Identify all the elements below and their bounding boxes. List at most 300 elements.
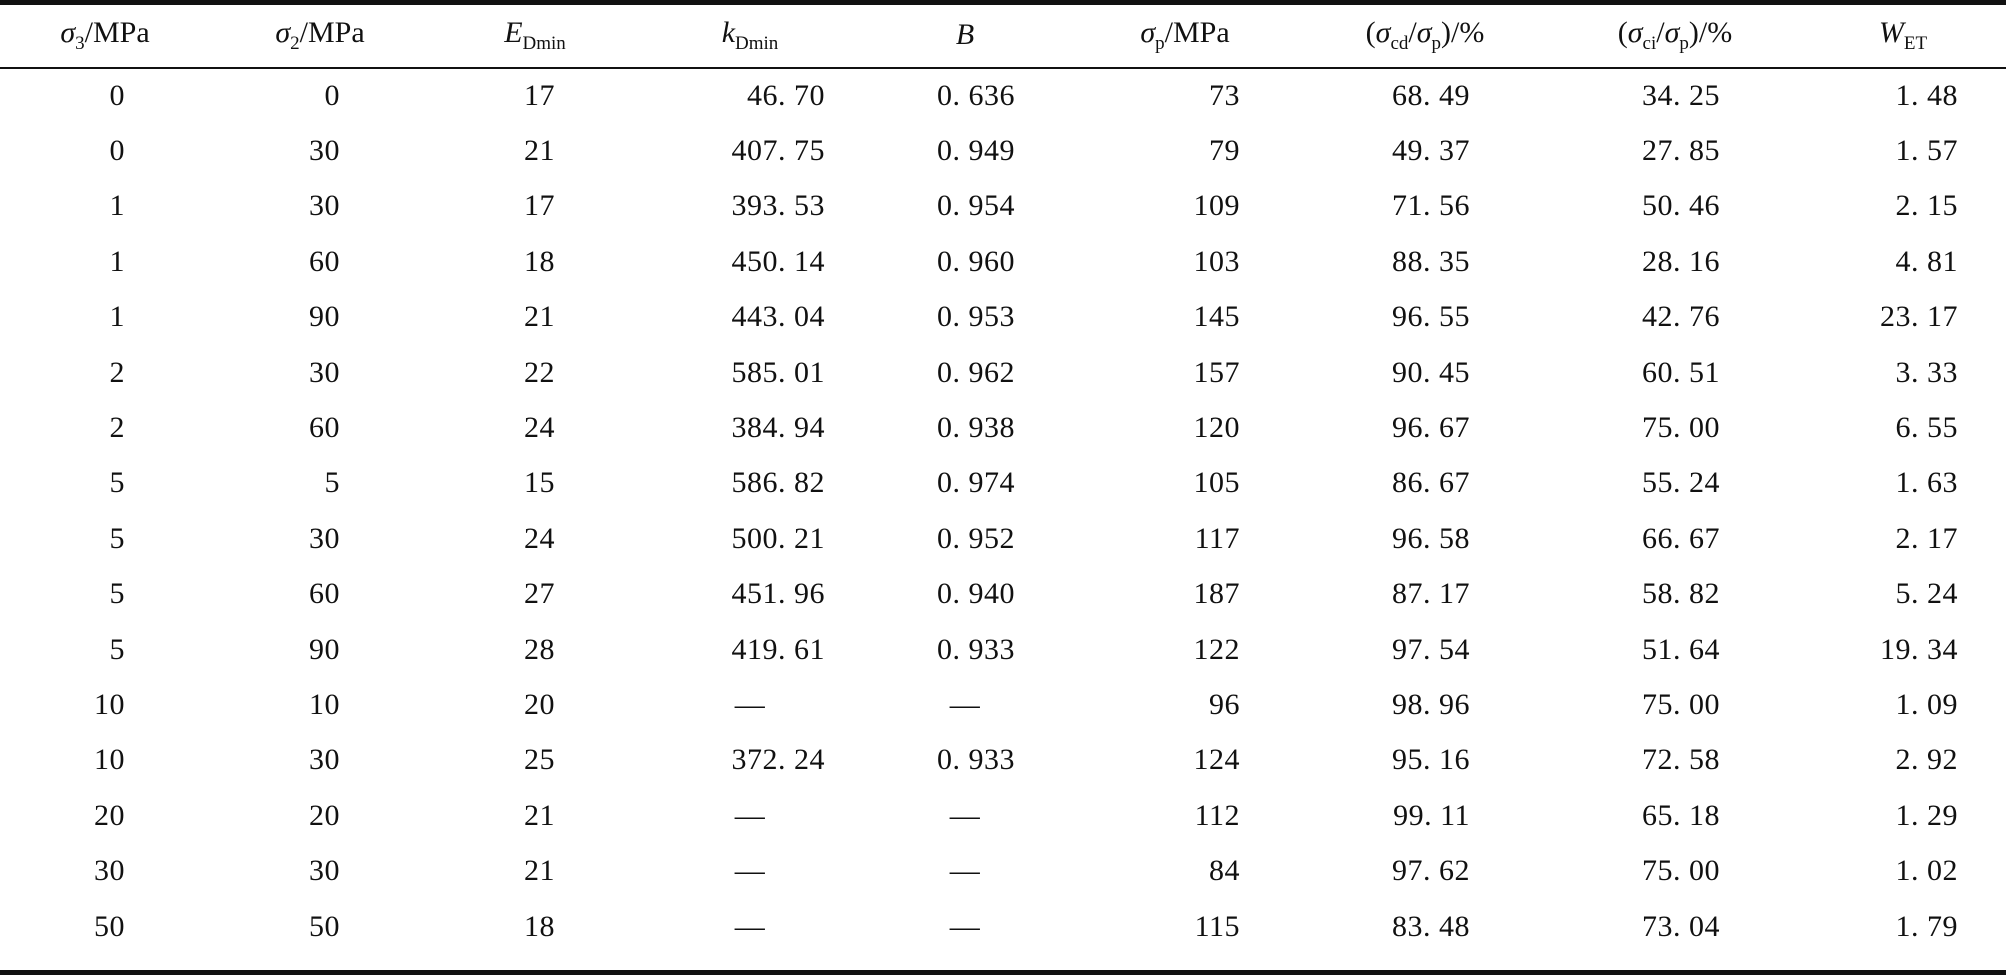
cell-sigma-cd-ratio: [1300, 68, 1550, 123]
cell-value: 18: [524, 244, 555, 278]
header-symbol: σ: [1140, 15, 1156, 49]
header-subscript: cd: [1390, 32, 1409, 54]
cell-e-dmin: [430, 567, 640, 622]
cell-value: 55. 24: [1642, 466, 1720, 500]
cell-sigma-ci-ratio: [1550, 733, 1800, 788]
cell-e-dmin: [430, 290, 640, 345]
cell-sigma-ci-ratio: [1550, 456, 1800, 511]
cell-value: 90. 45: [1392, 355, 1470, 389]
cell-sigma-cd-ratio: [1300, 345, 1550, 400]
header-k-dmin: [640, 0, 860, 68]
table-row: [0, 400, 2006, 455]
cell-value: 2: [109, 411, 125, 445]
cell-k-dmin: [640, 788, 860, 843]
cell-k-dmin: [640, 511, 860, 566]
cell-value: 30: [309, 189, 340, 223]
cell-sigma2: [210, 677, 430, 732]
header-symbol: σ: [1375, 15, 1391, 49]
header-unit: )/%: [1441, 15, 1485, 49]
cell-value: 2. 15: [1895, 189, 1958, 223]
cell-sigma3: [0, 345, 210, 400]
cell-value: 5: [109, 521, 125, 555]
cell-value: 17: [524, 189, 555, 223]
cell-sigma-ci-ratio: [1550, 843, 1800, 898]
cell-w-et: [1800, 843, 2006, 898]
cell-sigma-cd-ratio: [1300, 843, 1550, 898]
table-row: [0, 179, 2006, 234]
table-row: [0, 788, 2006, 843]
cell-value: 51. 64: [1642, 632, 1720, 666]
cell-value: 0: [109, 134, 125, 168]
cell-value: 60: [309, 577, 340, 611]
cell-value: 120: [1193, 411, 1240, 445]
cell-value: 73. 04: [1642, 909, 1720, 943]
cell-value: 75. 00: [1642, 854, 1720, 888]
cell-sigma2: [210, 899, 430, 954]
cell-value: 97. 62: [1392, 854, 1470, 888]
cell-value: 30: [309, 355, 340, 389]
cell-value: 187: [1193, 577, 1240, 611]
cell-sigma-p: [1070, 843, 1300, 898]
cell-sigma2: [210, 400, 430, 455]
cell-sigma-p: [1070, 511, 1300, 566]
cell-value: 122: [1193, 632, 1240, 666]
cell-value: 0. 962: [937, 355, 1015, 389]
cell-value: 0. 940: [937, 577, 1015, 611]
cell-sigma3: [0, 788, 210, 843]
cell-k-dmin: [640, 733, 860, 788]
cell-value: 19. 34: [1880, 632, 1958, 666]
cell-value: 2: [109, 355, 125, 389]
cell-sigma3: [0, 290, 210, 345]
cell-sigma-cd-ratio: [1300, 622, 1550, 677]
cell-value: 21: [524, 798, 555, 832]
cell-value: 50: [94, 909, 125, 943]
table-row: [0, 511, 2006, 566]
cell-sigma3: [0, 843, 210, 898]
cell-e-dmin: [430, 677, 640, 732]
cell-value: 0. 953: [937, 300, 1015, 334]
cell-value: 157: [1193, 355, 1240, 389]
cell-b: [860, 622, 1070, 677]
table-row: [0, 68, 2006, 123]
cell-value: —: [949, 687, 981, 721]
cell-value: 393. 53: [731, 189, 825, 223]
cell-sigma-p: [1070, 899, 1300, 954]
cell-value: 5: [109, 577, 125, 611]
cell-value: 30: [309, 134, 340, 168]
header-subscript: 2: [290, 32, 300, 54]
cell-sigma2: [210, 123, 430, 178]
cell-value: 109: [1193, 189, 1240, 223]
cell-value: 10: [94, 687, 125, 721]
cell-value: 30: [309, 743, 340, 777]
cell-value: 65. 18: [1642, 798, 1720, 832]
cell-value: 1. 63: [1895, 466, 1958, 500]
header-unit: /MPa: [84, 15, 150, 49]
cell-value: 384. 94: [731, 411, 825, 445]
cell-sigma-p: [1070, 733, 1300, 788]
cell-value: 115: [1194, 909, 1240, 943]
cell-value: 60: [309, 244, 340, 278]
header-unit: /MPa: [299, 15, 365, 49]
table-row: [0, 733, 2006, 788]
cell-b: [860, 345, 1070, 400]
cell-value: 500. 21: [731, 521, 825, 555]
cell-b: [860, 843, 1070, 898]
cell-value: 419. 61: [731, 632, 825, 666]
cell-sigma-ci-ratio: [1550, 400, 1800, 455]
cell-value: 27. 85: [1642, 134, 1720, 168]
cell-value: 75. 00: [1642, 687, 1720, 721]
cell-sigma3: [0, 899, 210, 954]
cell-k-dmin: [640, 677, 860, 732]
cell-value: 117: [1194, 521, 1240, 555]
cell-value: 20: [524, 687, 555, 721]
cell-value: 46. 70: [747, 78, 825, 112]
cell-value: 73: [1209, 78, 1240, 112]
cell-value: 24: [524, 521, 555, 555]
cell-sigma-p: [1070, 567, 1300, 622]
cell-w-et: [1800, 511, 2006, 566]
cell-sigma-p: [1070, 345, 1300, 400]
cell-sigma-ci-ratio: [1550, 677, 1800, 732]
cell-value: 90: [309, 632, 340, 666]
cell-k-dmin: [640, 899, 860, 954]
cell-value: 0: [109, 78, 125, 112]
cell-value: 0. 952: [937, 521, 1015, 555]
header-paren: (: [1617, 15, 1628, 49]
cell-k-dmin: [640, 68, 860, 123]
cell-sigma2: [210, 567, 430, 622]
cell-sigma-p: [1070, 788, 1300, 843]
cell-e-dmin: [430, 400, 640, 455]
cell-value: —: [949, 798, 981, 832]
cell-e-dmin: [430, 788, 640, 843]
cell-b: [860, 400, 1070, 455]
cell-w-et: [1800, 400, 2006, 455]
cell-w-et: [1800, 456, 2006, 511]
cell-value: 0: [324, 78, 340, 112]
cell-sigma-cd-ratio: [1300, 677, 1550, 732]
header-symbol: E: [504, 15, 523, 49]
table-row: [0, 345, 2006, 400]
cell-value: 84: [1209, 854, 1240, 888]
header-unit: /MPa: [1164, 15, 1230, 49]
cell-sigma-cd-ratio: [1300, 179, 1550, 234]
cell-sigma2: [210, 68, 430, 123]
cell-sigma-cd-ratio: [1300, 899, 1550, 954]
cell-sigma2: [210, 234, 430, 289]
header-unit: )/%: [1688, 15, 1733, 49]
table-row: [0, 567, 2006, 622]
cell-value: —: [949, 909, 981, 943]
header-symbol: k: [721, 15, 736, 49]
cell-sigma-ci-ratio: [1550, 290, 1800, 345]
cell-sigma2: [210, 456, 430, 511]
cell-value: 96. 55: [1392, 300, 1470, 334]
cell-value: 0. 954: [937, 189, 1015, 223]
cell-value: 30: [309, 854, 340, 888]
header-slash: /: [1408, 15, 1417, 49]
cell-sigma3: [0, 733, 210, 788]
header-sigma-cd-ratio: [1300, 0, 1550, 68]
cell-w-et: [1800, 788, 2006, 843]
cell-sigma-cd-ratio: [1300, 234, 1550, 289]
cell-value: 5. 24: [1895, 577, 1958, 611]
cell-b: [860, 290, 1070, 345]
cell-value: 6. 55: [1895, 411, 1958, 445]
header-symbol: W: [1878, 15, 1904, 49]
cell-value: 4. 81: [1895, 244, 1958, 278]
cell-sigma3: [0, 511, 210, 566]
cell-value: 1. 57: [1895, 134, 1958, 168]
header-symbol: σ: [1416, 15, 1432, 49]
cell-value: 21: [524, 300, 555, 334]
cell-value: 28: [524, 632, 555, 666]
cell-value: —: [949, 854, 981, 888]
cell-value: 34. 25: [1642, 78, 1720, 112]
cell-sigma-p: [1070, 123, 1300, 178]
cell-sigma2: [210, 843, 430, 898]
table-body: [0, 68, 2006, 954]
header-subscript: ci: [1642, 32, 1657, 54]
cell-sigma-ci-ratio: [1550, 179, 1800, 234]
cell-value: 60. 51: [1642, 355, 1720, 389]
cell-w-et: [1800, 345, 2006, 400]
cell-sigma-cd-ratio: [1300, 733, 1550, 788]
cell-value: 96. 58: [1392, 521, 1470, 555]
cell-value: 68. 49: [1392, 78, 1470, 112]
cell-sigma3: [0, 622, 210, 677]
cell-value: 96: [1209, 687, 1240, 721]
cell-b: [860, 788, 1070, 843]
cell-value: 451. 96: [731, 577, 825, 611]
cell-value: —: [734, 854, 766, 888]
cell-value: 124: [1193, 743, 1240, 777]
cell-value: 23. 17: [1880, 300, 1958, 334]
cell-sigma2: [210, 511, 430, 566]
cell-sigma-p: [1070, 400, 1300, 455]
table-row: [0, 234, 2006, 289]
cell-value: 98. 96: [1392, 687, 1470, 721]
cell-value: 443. 04: [731, 300, 825, 334]
cell-value: 21: [524, 854, 555, 888]
cell-b: [860, 179, 1070, 234]
cell-sigma-p: [1070, 290, 1300, 345]
cell-value: 97. 54: [1392, 632, 1470, 666]
cell-sigma3: [0, 234, 210, 289]
cell-k-dmin: [640, 123, 860, 178]
cell-value: 22: [524, 355, 555, 389]
table-row: [0, 622, 2006, 677]
cell-sigma2: [210, 290, 430, 345]
cell-value: 99. 11: [1393, 798, 1470, 832]
cell-value: 0. 960: [937, 244, 1015, 278]
header-sigma2: [210, 0, 430, 68]
cell-value: 2. 92: [1895, 743, 1958, 777]
cell-value: 15: [524, 466, 555, 500]
cell-value: 1. 02: [1895, 854, 1958, 888]
header-e-dmin: [430, 0, 640, 68]
cell-w-et: [1800, 733, 2006, 788]
cell-b: [860, 899, 1070, 954]
cell-w-et: [1800, 899, 2006, 954]
cell-sigma-cd-ratio: [1300, 400, 1550, 455]
cell-value: 450. 14: [731, 244, 825, 278]
cell-sigma2: [210, 179, 430, 234]
cell-b: [860, 677, 1070, 732]
cell-value: 87. 17: [1392, 577, 1470, 611]
cell-value: 25: [524, 743, 555, 777]
cell-sigma2: [210, 345, 430, 400]
cell-sigma-p: [1070, 179, 1300, 234]
cell-value: 30: [94, 854, 125, 888]
cell-value: 1: [109, 189, 125, 223]
cell-value: 20: [309, 798, 340, 832]
cell-w-et: [1800, 123, 2006, 178]
cell-e-dmin: [430, 456, 640, 511]
cell-e-dmin: [430, 179, 640, 234]
cell-value: 20: [94, 798, 125, 832]
cell-e-dmin: [430, 511, 640, 566]
cell-value: 0. 933: [937, 632, 1015, 666]
cell-sigma3: [0, 567, 210, 622]
cell-value: 10: [94, 743, 125, 777]
cell-value: 1. 09: [1895, 687, 1958, 721]
header-sigma3: [0, 0, 210, 68]
cell-sigma2: [210, 788, 430, 843]
cell-value: 0. 636: [937, 78, 1015, 112]
cell-value: 105: [1193, 466, 1240, 500]
cell-sigma3: [0, 677, 210, 732]
cell-k-dmin: [640, 345, 860, 400]
header-b: [860, 0, 1070, 68]
cell-value: 17: [524, 78, 555, 112]
cell-value: 18: [524, 909, 555, 943]
cell-value: 5: [109, 632, 125, 666]
table-row: [0, 123, 2006, 178]
cell-sigma-ci-ratio: [1550, 788, 1800, 843]
cell-value: 407. 75: [731, 134, 825, 168]
cell-value: 88. 35: [1392, 244, 1470, 278]
cell-e-dmin: [430, 843, 640, 898]
header-paren: (: [1365, 15, 1376, 49]
header-symbol: σ: [1664, 15, 1680, 49]
cell-k-dmin: [640, 234, 860, 289]
header-symbol: σ: [1627, 15, 1643, 49]
cell-sigma-p: [1070, 622, 1300, 677]
cell-w-et: [1800, 290, 2006, 345]
header-symbol: σ: [275, 15, 291, 49]
header-subscript: p: [1679, 32, 1689, 54]
cell-sigma-cd-ratio: [1300, 456, 1550, 511]
cell-value: 30: [309, 521, 340, 555]
table-row: [0, 456, 2006, 511]
cell-b: [860, 456, 1070, 511]
cell-value: 10: [309, 687, 340, 721]
cell-w-et: [1800, 179, 2006, 234]
cell-sigma-p: [1070, 234, 1300, 289]
cell-b: [860, 567, 1070, 622]
cell-sigma-p: [1070, 677, 1300, 732]
cell-value: 2. 17: [1895, 521, 1958, 555]
cell-sigma3: [0, 179, 210, 234]
table-row: [0, 677, 2006, 732]
table-row: [0, 843, 2006, 898]
header-subscript: p: [1431, 32, 1442, 54]
header-subscript: p: [1155, 32, 1165, 54]
cell-value: 21: [524, 134, 555, 168]
cell-value: 27: [524, 577, 555, 611]
cell-sigma-p: [1070, 68, 1300, 123]
cell-sigma2: [210, 733, 430, 788]
cell-b: [860, 234, 1070, 289]
cell-value: 372. 24: [731, 743, 825, 777]
cell-value: 50. 46: [1642, 189, 1720, 223]
cell-value: 5: [109, 466, 125, 500]
cell-value: —: [734, 909, 766, 943]
cell-value: 66. 67: [1642, 521, 1720, 555]
cell-value: 1. 48: [1895, 78, 1958, 112]
cell-e-dmin: [430, 899, 640, 954]
bottom-rule: [0, 970, 2006, 975]
cell-value: 0. 949: [937, 134, 1015, 168]
cell-e-dmin: [430, 234, 640, 289]
cell-sigma-ci-ratio: [1550, 622, 1800, 677]
cell-e-dmin: [430, 622, 640, 677]
cell-value: 95. 16: [1392, 743, 1470, 777]
cell-sigma3: [0, 400, 210, 455]
cell-value: 50: [309, 909, 340, 943]
cell-sigma-ci-ratio: [1550, 234, 1800, 289]
cell-e-dmin: [430, 68, 640, 123]
cell-b: [860, 123, 1070, 178]
table-row: [0, 899, 2006, 954]
cell-value: —: [734, 798, 766, 832]
header-symbol: σ: [60, 15, 76, 49]
header-row: [0, 0, 2006, 68]
table-row: [0, 290, 2006, 345]
cell-value: 1: [109, 300, 125, 334]
cell-value: 24: [524, 411, 555, 445]
cell-value: 58. 82: [1642, 577, 1720, 611]
header-sigma-p: [1070, 0, 1300, 68]
cell-value: 42. 76: [1642, 300, 1720, 334]
cell-value: 585. 01: [731, 355, 825, 389]
cell-value: —: [734, 687, 766, 721]
cell-b: [860, 733, 1070, 788]
cell-value: 79: [1209, 134, 1240, 168]
cell-value: 60: [309, 411, 340, 445]
cell-k-dmin: [640, 622, 860, 677]
cell-sigma3: [0, 123, 210, 178]
cell-b: [860, 68, 1070, 123]
cell-value: 72. 58: [1642, 743, 1720, 777]
cell-k-dmin: [640, 843, 860, 898]
cell-w-et: [1800, 677, 2006, 732]
header-subscript: 3: [75, 32, 85, 54]
cell-e-dmin: [430, 733, 640, 788]
cell-value: 5: [324, 466, 340, 500]
cell-value: 112: [1194, 798, 1240, 832]
cell-sigma-p: [1070, 456, 1300, 511]
cell-w-et: [1800, 622, 2006, 677]
cell-value: 0. 933: [937, 743, 1015, 777]
cell-k-dmin: [640, 567, 860, 622]
cell-value: 1: [109, 244, 125, 278]
cell-value: 75. 00: [1642, 411, 1720, 445]
